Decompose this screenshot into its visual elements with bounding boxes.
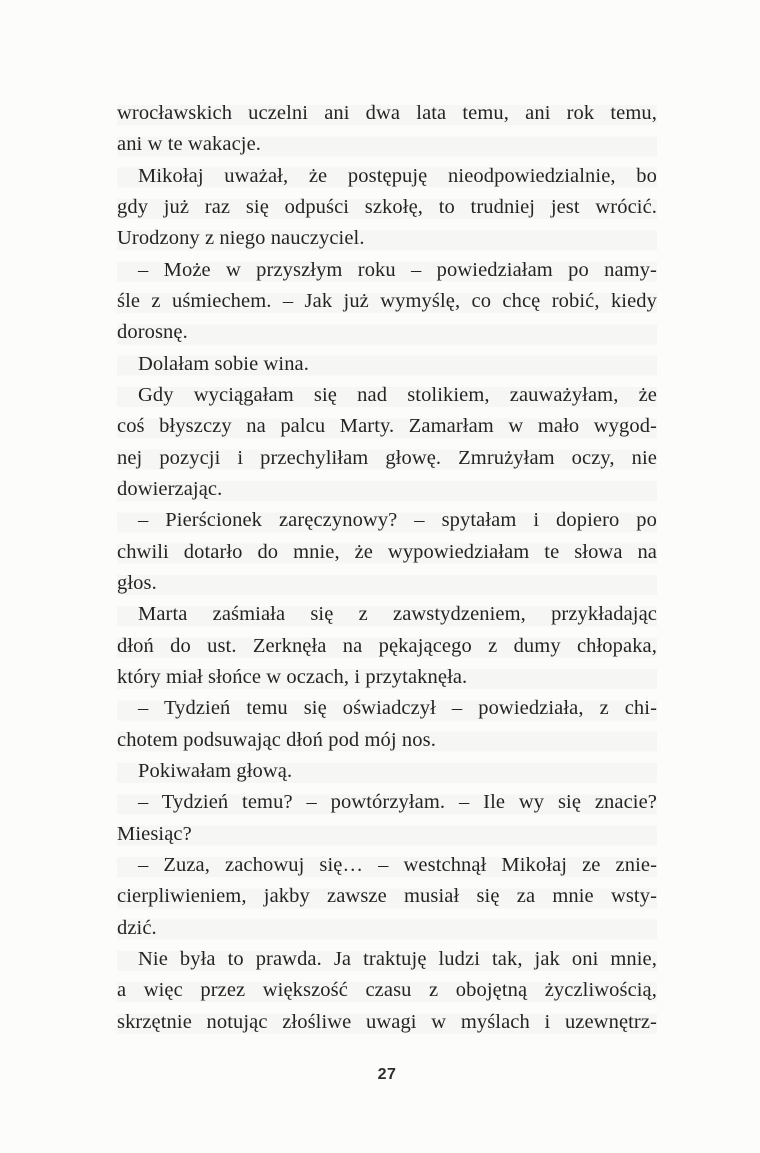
text-line: Nie była to prawda. Ja traktuję ludzi tak, jak oni mnie,	[138, 947, 657, 970]
text-line: Miesiąc?	[117, 822, 192, 845]
text-line: Gdy wyciągałam się nad stolikiem, zauważyłam, że	[138, 383, 657, 406]
text-line: chwili dotarło do mnie, że wypowiedziałam te słowa na	[117, 540, 657, 563]
text-line: a więc przez większość czasu z obojętną życzliwością,	[117, 979, 657, 1002]
text-line: nej pozycji i przechyliłam głowę. Zmrużyłam oczy, nie	[117, 446, 657, 469]
page-text	[117, 98, 657, 1038]
text-line: – Tydzień temu? – powtórzyłam. – Ile wy się znacie?	[138, 791, 657, 814]
text-line: gdy już raz się odpuści szkołę, to trudniej jest wrócić.	[117, 195, 657, 218]
text-line: coś błyszczy na palcu Marty. Zamarłam w mało wygod-	[117, 415, 657, 438]
text-line: wrocławskich uczelni ani dwa lata temu, ani rok temu,	[117, 102, 657, 124]
text-line: dłoń do ust. Zerknęła na pękającego z dumy chłopaka,	[117, 634, 657, 657]
text-line: śle z uśmiechem. – Jak już wymyślę, co chcę robić, kiedy	[117, 289, 657, 312]
text-line: głos.	[117, 571, 157, 594]
text-line: – Pierścionek zaręczynowy? – spytałam i dopiero po	[138, 509, 657, 532]
text-line: skrzętnie notując złośliwe uwagi w myślach i uzewnętrz-	[117, 1010, 657, 1033]
text-line: dorosnę.	[117, 321, 188, 344]
text-line: – Tydzień temu się oświadczył – powiedziała, z chi-	[138, 697, 657, 720]
text-line: dowierzając.	[117, 477, 223, 500]
text-line: Mikołaj uważał, że postępuję nieodpowiedzialnie, bo	[138, 164, 657, 187]
text-line: dzić.	[117, 916, 157, 939]
text-line: cierpliwieniem, jakby zawsze musiał się za mnie wsty-	[117, 885, 657, 908]
text-line: – Zuza, zachowuj się… – westchnął Mikołaj ze znie-	[138, 853, 657, 876]
text-line: chotem podsuwając dłoń pod mój nos.	[117, 728, 436, 751]
text-line: ani w te wakacje.	[117, 133, 261, 156]
text-line: który miał słońce w oczach, i przytaknęła.	[117, 665, 468, 688]
page-number: 27	[377, 1066, 397, 1083]
text-line: Dolałam sobie wina.	[138, 352, 309, 375]
text-line: Pokiwałam głową.	[138, 759, 293, 782]
text-line: Urodzony z niego nauczyciel.	[117, 227, 365, 250]
text-line: Marta zaśmiała się z zawstydzeniem, przykładając	[138, 603, 657, 626]
text-line: – Może w przyszłym roku – powiedziałam po namy-	[138, 258, 657, 281]
